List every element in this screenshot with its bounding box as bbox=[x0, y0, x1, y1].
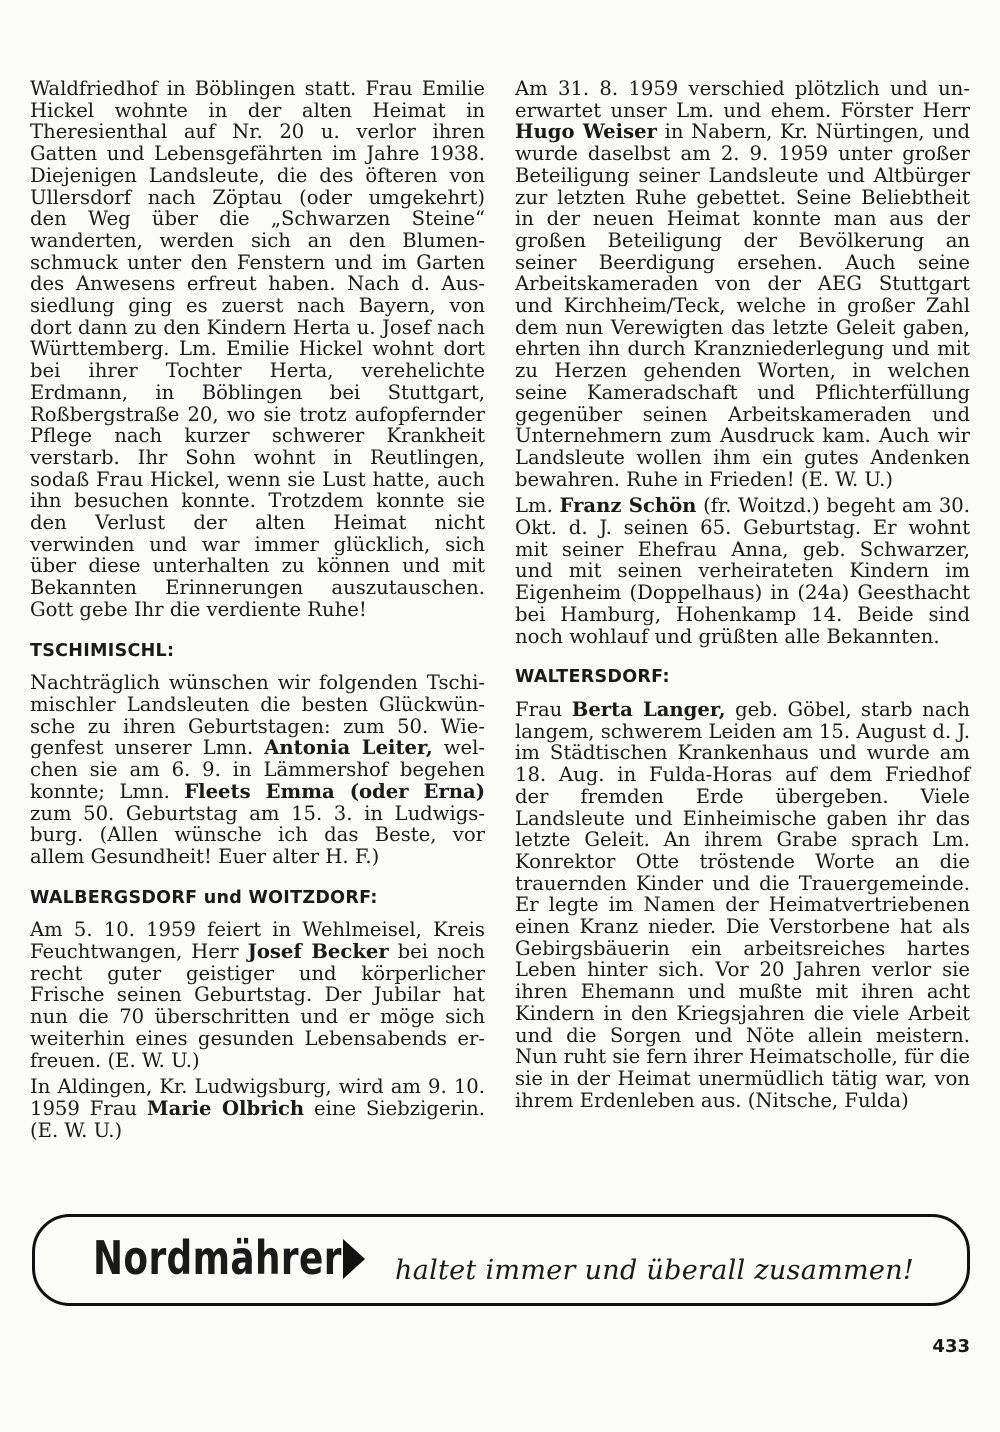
right-column bbox=[515, 78, 970, 1111]
name-franz-schoen: Franz Schön bbox=[559, 494, 697, 518]
weiser-obituary-paragraph: Am 31. 8. 1959 verschied plötzlich und unerwartet unser Lm. und ehem. Förster Herr Hugo Weiser in Nabern, Kr. Nürtingen, und wurde daselbst am 2. 9. 1959 unter großer Beteiligung seiner Landsleute und Altbürger zur letzten Ruhe gebettet. Seine Beliebtheit in der neuen Heimat konnte man aus der großen Beteiligung der Bevölkerung an seiner Beerdigung ersehen. Auch seine Arbeitskameraden von der AEG Stuttgart und Kirchheim/Teck, welche in großer Zahl dem nun Verewigten das letzte Geleit gaben, ehrten ihn durch Kranzniederlegung und mit zu Herzen gehenden Worten, in welchen seine Kameradschaft und Pflichterfüllung gegenüber seinen Arbeitskameraden und Unternehmern zum Ausdruck kam. Auch wir Landsleute wollen ihm ein gutes Andenken bewahren. Ruhe in Frieden! (E. W. U.) bbox=[515, 77, 970, 491]
page-number: 433 bbox=[932, 1336, 970, 1357]
olbrich-birthday-paragraph: In Aldingen, Kr. Ludwigsburg, wird am 9. 10. 1959 Frau Marie Olbrich eine Siebzigerin. (E. W. U.) bbox=[30, 1075, 486, 1142]
name-berta-langer: Berta Langer, bbox=[571, 697, 726, 721]
name-antonia-leiter: Antonia Leiter, bbox=[264, 736, 433, 760]
tschimischl-birthdays-paragraph: Nachträglich wünschen wir folgenden Tschimischler Landsleuten die besten Glückwünsche zu ihren Geburtstagen: zum 50. Wiegenfest unserer Lmn. Antonia Leiter, welchen sie am 6. 9. in Lämmershof begehen konnte; Lmn. Fleets Emma (oder Erna) zum 50. Geburtstag am 15. 3. in Ludwigsburg. (Allen wünsche ich das Beste, vor allem Gesundheit! Euer alter H. F.) bbox=[30, 671, 485, 868]
becker-birthday-paragraph: Am 5. 10. 1959 feiert in Wehlmeisel, Kreis Feuchtwangen, Herr Josef Becker bei noch recht guter geistiger und körperlicher Frische seinen Geburtstag. Der Jubilar hat nun die 70 überschritten und er möge sich weiterhin eines gesunden Lebensabends erfreuen. (E. W. U.) bbox=[30, 918, 485, 1072]
nordmaehrer-banner bbox=[32, 1214, 970, 1306]
left-column bbox=[30, 78, 485, 1141]
heading-waltersdorf: WALTERSDORF: bbox=[515, 667, 670, 688]
heading-tschimischl: TSCHIMISCHL: bbox=[30, 640, 175, 661]
heading-walbergsdorf-woitzdorf: WALBERGSDORF und WOITZDORF: bbox=[30, 887, 378, 908]
name-fleets-emma: Fleets Emma (oder Erna) bbox=[184, 779, 485, 803]
schoen-birthday-paragraph: Lm. Franz Schön (fr. Woitzd.) begeht am 30. Okt. d. J. seinen 65. Geburtstag. Er wohnt mit seiner Ehefrau Anna, geb. Schwarzer, und mit seinen verheirateten Kindern im Eigenheim (Doppelhaus) in (24a) Geesthacht bei Hamburg, Hohenkamp 14. Beide sind noch wohlauf und grüßten alle Bekannten. bbox=[515, 494, 970, 648]
banner-title: Nordmährer bbox=[93, 1231, 342, 1285]
arrow-right-icon bbox=[343, 1239, 365, 1279]
name-hugo-weiser: Hugo Weiser bbox=[515, 120, 657, 144]
hickel-obituary-paragraph: Waldfriedhof in Böblingen statt. Frau Emilie Hickel wohnte in der alten Heimat in Theresienthal auf Nr. 20 u. verlor ihren Gatten und Lebensgefährten im Jahre 1938. Diejenigen Landsleute, die des öfteren von Ullersdorf nach Zöptau (oder umgekehrt) den Weg über die „Schwarzen Steine“ wanderten, werden sich an den Blumenschmuck unter den Fenstern und im Garten des Anwesens erfreut haben. Nach d. Aussiedlung ging es zuerst nach Bayern, von dort dann zu den Kindern Herta u. Josef nach Württemberg. Lm. Emilie Hickel wohnt dort bei ihrer Tochter Herta, verehelichte Erdmann, in Böblingen bei Stuttgart, Roßbergstraße 20, wo sie trotz aufopfernder Pflege nach kurzer schwerer Krankheit verstarb. Ihr Sohn wohnt in Reutlingen, sodaß Frau Hickel, wenn sie Lust hatte, auch ihn besuchen konnte. Trotzdem konnte sie den Verlust der alten Heimat nicht verwinden und war immer glücklich, sich über diese unterhalten zu können und mit Bekannten Erinnerungen auszutauschen. Gott gebe Ihr die verdiente Ruhe! bbox=[30, 77, 485, 621]
name-josef-becker: Josef Becker bbox=[247, 940, 389, 964]
langer-obituary-paragraph: Frau Berta Langer, geb. Göbel, starb nach langem, schwerem Leiden am 15. August d. J. im Städtischen Krankenhaus und wurde am 18. Aug. in Fulda-Horas auf dem Friedhof der fremden Erde übergeben. Viele Landsleute und Einheimische gaben ihr das letzte Geleit. An ihrem Grabe sprach Lm. Konrektor Otte tröstende Worte an die trauernden Kinder und die Trauergemeinde. Er legte im Namen der Heimatvertriebenen einen Kranz nieder. Die Verstorbene hat als Gebirgsbäuerin ein arbeitsreiches hartes Leben hinter sich. Vor 20 Jahren verlor sie ihren Ehemann und mußte mit ihren acht Kindern in den Kriegsjahren die viele Arbeit und die Sorgen und Nöte allein meistern. Nun ruht sie fern ihrer Heimatscholle, für die sie in der Heimat unermüdlich tätig war, von ihrem Erdenleben aus. (Nitsche, Fulda) bbox=[515, 697, 970, 1112]
name-marie-olbrich: Marie Olbrich bbox=[146, 1096, 305, 1120]
banner-slogan: haltet immer und überall zusammen! bbox=[395, 1255, 915, 1286]
